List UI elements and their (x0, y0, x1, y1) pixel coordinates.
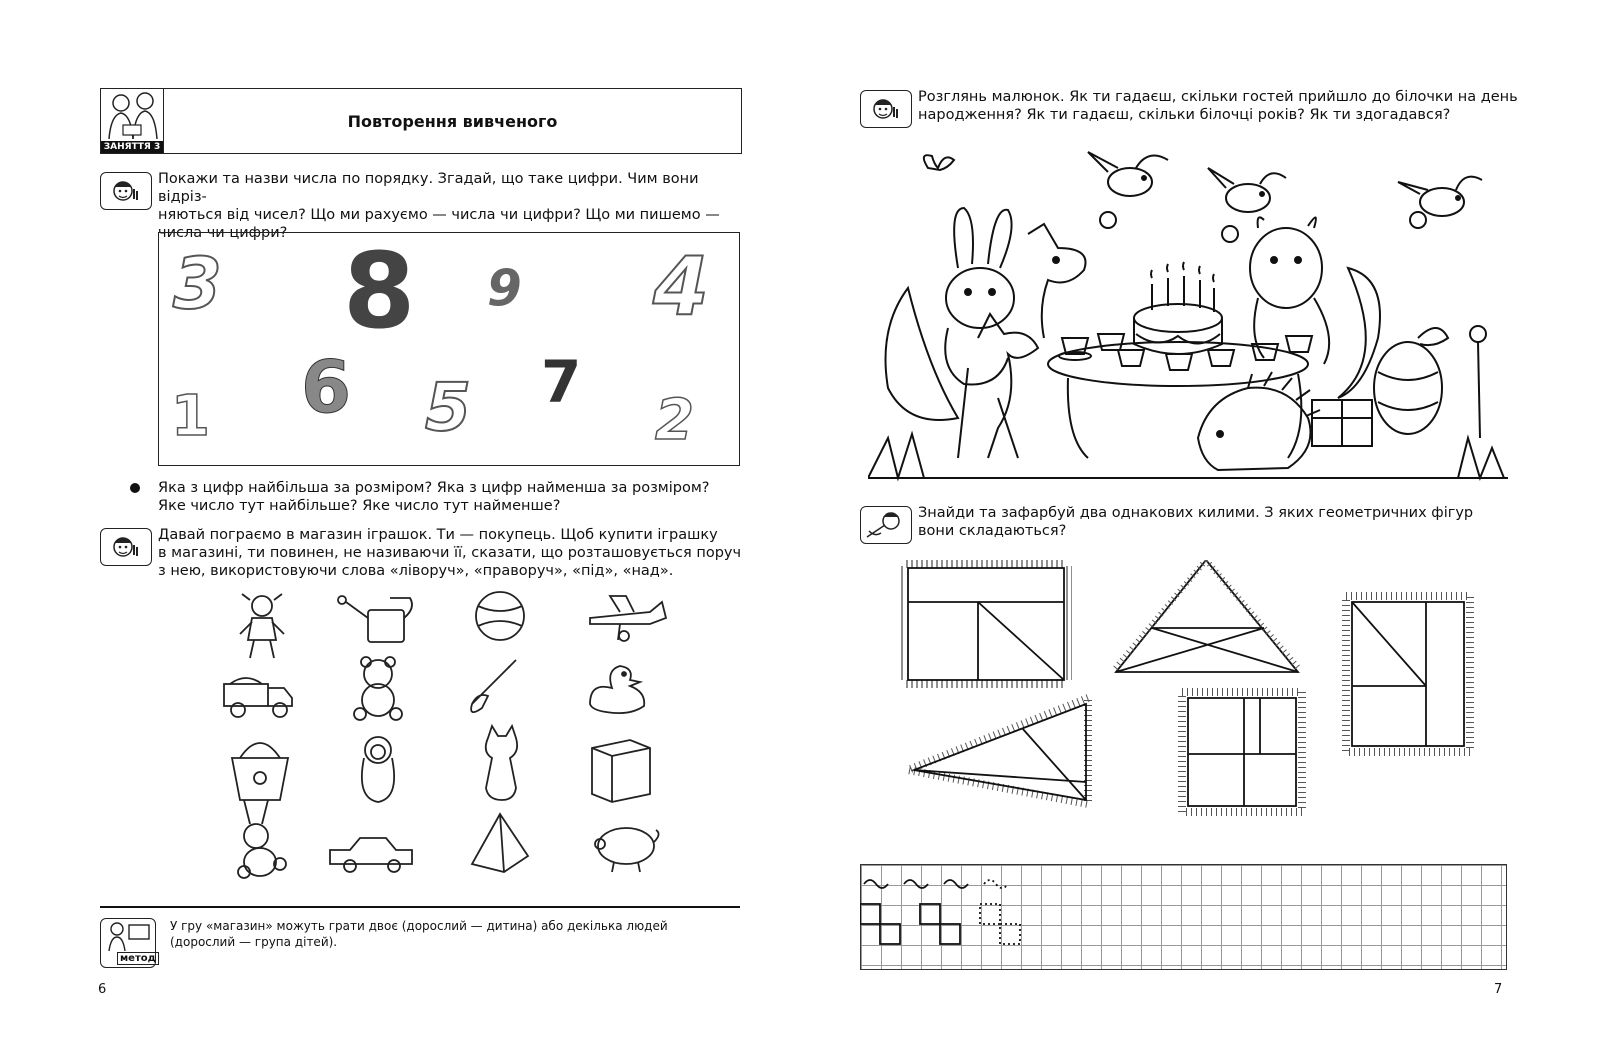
toys-grid (210, 588, 690, 888)
child-task-icon (100, 172, 152, 210)
digit-3: 3 (173, 243, 222, 325)
child-task-icon (100, 528, 152, 566)
airplane-icon (590, 596, 666, 641)
digit-5: 5 (425, 369, 471, 446)
method-label: метод (117, 952, 159, 965)
task-4-line: вони складаються? (918, 523, 1067, 539)
carpet-tall-rectangle (1346, 596, 1470, 752)
matryoshka-icon (362, 737, 394, 802)
birthday-party-illustration (868, 138, 1508, 488)
digit-7: 7 (541, 348, 582, 416)
task-2-line: з нею, використовуючи слова «ліворуч», «праворуч», «під», «над». (158, 563, 674, 579)
painting-task-icon (860, 506, 912, 544)
lesson-label: ЗАНЯТТЯ 3 (101, 141, 163, 153)
page-number-right: 7 (1494, 982, 1503, 997)
cat-icon (486, 726, 517, 800)
ball-icon (476, 592, 524, 640)
digits-box (158, 232, 740, 466)
basket-icon (232, 743, 288, 800)
pyramid-icon (472, 814, 528, 872)
question-text (158, 479, 743, 515)
task-2-line: в магазині, ти повинен, не називаючи її, сказати, що розташовується поруч (158, 545, 742, 561)
truck-icon (224, 678, 292, 717)
doll-icon (240, 594, 284, 658)
method-note (170, 918, 740, 950)
carpet-square (1182, 692, 1302, 812)
watering-can-icon (338, 596, 412, 642)
task-3-text (918, 88, 1518, 124)
task-3-line: народження? Як ти гадаєш, скільки білочці років? Як ти здогадався? (918, 107, 1451, 123)
lesson-illustration (101, 89, 164, 153)
cup-icon (1166, 354, 1192, 370)
cup-icon (1059, 338, 1091, 360)
cup-icon (1208, 350, 1234, 366)
bullet (130, 483, 140, 493)
bird-icon (1208, 168, 1286, 212)
task-2-line: Давай пограємо в магазин іграшок. Ти — покупець. Щоб купити іграшку (158, 527, 718, 543)
teddy-bear-icon (354, 657, 402, 720)
digit-4: 4 (653, 240, 709, 333)
carpet-triangle (1114, 560, 1300, 672)
shovel-icon (471, 660, 516, 712)
bird-icon (1088, 152, 1168, 196)
pattern-samples (860, 864, 1060, 968)
method-note-line: У гру «магазин» можуть грати двоє (дорослий — дитина) або декілька людей (170, 919, 668, 933)
method-icon (100, 918, 156, 968)
carpet-long-triangle (908, 698, 1088, 804)
digit-2: 2 (655, 388, 694, 453)
task-1-line: няються від чисел? Що ми рахуємо — числа чи цифри? Що ми пишемо — (158, 207, 720, 223)
cup-icon (1118, 350, 1144, 366)
carpet-rectangle (900, 560, 1072, 688)
child-task-icon (860, 90, 912, 128)
cup-icon (1098, 334, 1124, 350)
digit-8: 8 (343, 230, 416, 352)
page-number-left: 6 (98, 982, 107, 997)
digit-6: 6 (301, 345, 352, 429)
digit-9: 9 (487, 259, 522, 317)
task-1-line: Покажи та назви числа по порядку. Згадай, що таке цифри. Чим вони відріз- (158, 171, 699, 205)
question-line: Яке число тут найбільше? Яке число тут найменше? (158, 498, 561, 514)
bird-icon (1398, 177, 1482, 216)
divider (100, 906, 740, 908)
car-icon (330, 838, 412, 872)
duck-icon (590, 666, 644, 713)
question-line: Яка з цифр найбільша за розміром? Яка з цифр найменша за розміром? (158, 480, 710, 496)
pig-icon (595, 828, 659, 872)
task-3-line: Розглянь малюнок. Як ти гадаєш, скільки гостей прийшло до білочки на день (918, 89, 1518, 105)
task-4-line: Знайди та зафарбуй два однакових килими. З яких геометричних фігур (918, 505, 1474, 521)
method-note-line: (дорослий — група дітей). (170, 935, 338, 949)
task-2-text (158, 526, 743, 580)
block-icon (592, 740, 650, 802)
digit-1: 1 (171, 384, 210, 449)
task-1-line: числа чи цифри? (158, 225, 288, 241)
bunny-icon (238, 800, 286, 878)
lesson-header (100, 88, 742, 154)
task-4-text (918, 504, 1518, 540)
cup-icon (1286, 336, 1312, 352)
carpets (900, 560, 1500, 840)
page-title: Повторення вивченого (347, 111, 558, 131)
